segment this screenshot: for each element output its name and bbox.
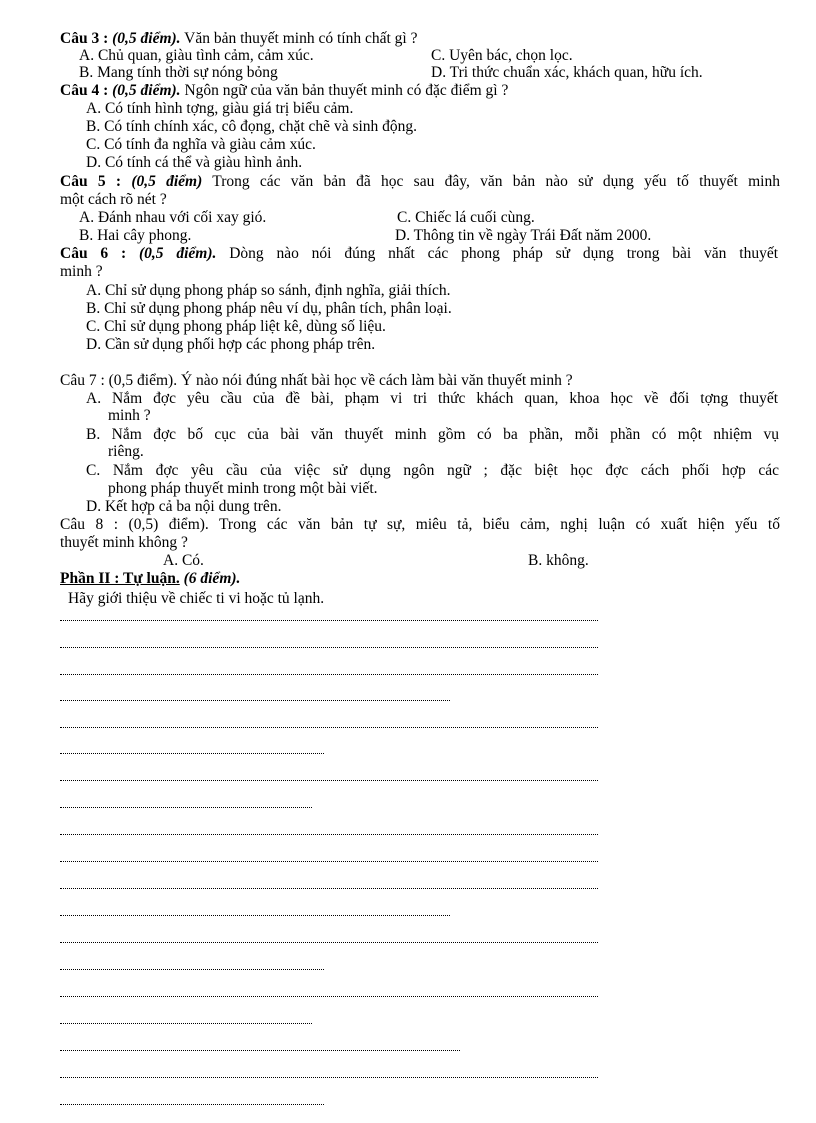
option-a: A. Có tính hình tợng, giàu giá trị biểu cảm. <box>86 100 354 117</box>
part-2-points: (6 điểm). <box>183 570 241 587</box>
option-d: D. Có tính cá thể và giàu hình ảnh. <box>86 154 303 171</box>
question-text: Trong các văn bản đã học sau đây, văn bản nào sử dụng yếu tố thuyết minh <box>212 173 780 190</box>
answer-line <box>60 780 598 781</box>
option-c: C. Chiếc lá cuối cùng. <box>397 209 535 226</box>
option-c: C. Chỉ sử dụng phong pháp liệt kê, dùng số liệu. <box>86 318 386 335</box>
answer-line <box>60 1077 598 1078</box>
question-8: Câu 8 : (0,5) điểm). Trong các văn bản tự sự, miêu tả, biểu cảm, nghị luận có xuất hiện yếu tố <box>60 516 780 533</box>
option-b: B. Nắm đợc bố cục của bài văn thuyết minh gồm có ba phần, mỗi phần có một nhiệm vụ <box>86 426 779 443</box>
option-a: A. Có. <box>163 552 204 569</box>
question-3 <box>60 31 417 46</box>
question-text: Văn bản thuyết minh có tính chất gì ? <box>184 30 418 47</box>
option-c: C. Có tính đa nghĩa và giàu cảm xúc. <box>86 136 316 153</box>
option-b: B. Chỉ sử dụng phong pháp nêu ví dụ, phân tích, phân loại. <box>86 300 452 317</box>
option-c: C. Uyên bác, chọn lọc. <box>431 47 573 64</box>
option-a-cont: minh ? <box>108 407 151 424</box>
question-label: Câu 4 : <box>60 82 109 99</box>
essay-prompt: Hãy giới thiệu về chiếc ti vi hoặc tủ lạnh. <box>68 590 325 607</box>
answer-line <box>60 700 450 701</box>
question-label: Câu 6 : <box>60 245 127 262</box>
option-d: D. Tri thức chuẩn xác, khách quan, hữu ích. <box>431 64 703 81</box>
answer-line <box>60 915 450 916</box>
question-5 <box>60 174 780 189</box>
question-text-cont: một cách rõ nét ? <box>60 191 167 208</box>
part-2-title: Phần II : Tự luận. <box>60 570 180 587</box>
question-points: (0,5 điểm). <box>112 82 181 99</box>
option-b: B. Có tính chính xác, cô đọng, chặt chẽ và sinh động. <box>86 118 418 135</box>
answer-line <box>60 807 312 808</box>
answer-line <box>60 727 598 728</box>
question-points: (0,5 điểm) <box>131 173 203 190</box>
question-text-cont: minh ? <box>60 263 103 280</box>
option-b: B. Mang tính thời sự nóng bỏng <box>79 64 278 81</box>
question-6 <box>60 246 778 261</box>
option-d: D. Thông tin về ngày Trái Đất năm 2000. <box>395 227 652 244</box>
answer-line <box>60 1050 460 1051</box>
answer-line <box>60 674 598 675</box>
answer-line <box>60 620 598 621</box>
option-a: A. Chủ quan, giàu tình cảm, cảm xúc. <box>79 47 314 64</box>
answer-line <box>60 753 324 754</box>
answer-line <box>60 942 598 943</box>
answer-line <box>60 834 598 835</box>
answer-line <box>60 1023 312 1024</box>
option-c: C. Nắm đợc yêu cầu của việc sử dụng ngôn ngữ ; đặc biệt học đợc cách phối hợp các <box>86 462 779 479</box>
question-text-cont: thuyết minh không ? <box>60 534 188 551</box>
answer-line <box>60 647 598 648</box>
option-d: D. Kết hợp cả ba nội dung trên. <box>86 498 282 515</box>
option-a: A. Đánh nhau với cối xay gió. <box>79 209 267 226</box>
question-label: Câu 3 : <box>60 30 109 47</box>
question-text: Dòng nào nói đúng nhất các phong pháp sử dụng trong bài văn thuyết <box>229 245 779 262</box>
option-d: D. Cần sử dụng phối hợp các phong pháp trên. <box>86 336 376 353</box>
question-text: Ngôn ngữ của văn bản thuyết minh có đặc điểm gì ? <box>184 82 509 99</box>
question-points: (0,5 điểm). <box>112 30 181 47</box>
option-a: A. Chỉ sử dụng phong pháp so sánh, định nghĩa, giải thích. <box>86 282 451 299</box>
question-7: Câu 7 : (0,5 điểm). Ý nào nói đúng nhất bài học về cách làm bài văn thuyết minh ? <box>60 372 573 389</box>
option-b: B. Hai cây phong. <box>79 227 192 244</box>
question-4 <box>60 83 508 98</box>
answer-line <box>60 888 598 889</box>
option-b: B. không. <box>528 552 589 569</box>
option-b-cont: riêng. <box>108 443 144 460</box>
option-c-cont: phong pháp thuyết minh trong một bài viết. <box>108 480 378 497</box>
answer-line <box>60 861 598 862</box>
question-label: Câu 5 : <box>60 173 122 190</box>
part-2-heading <box>60 571 240 586</box>
answer-line <box>60 996 598 997</box>
question-points: (0,5 điểm). <box>138 245 217 262</box>
answer-line <box>60 969 324 970</box>
answer-line <box>60 1104 324 1105</box>
option-a: A. Nắm đợc yêu cầu của đề bài, phạm vi tri thức khách quan, khoa học về đối tợng thuyết <box>86 390 778 407</box>
